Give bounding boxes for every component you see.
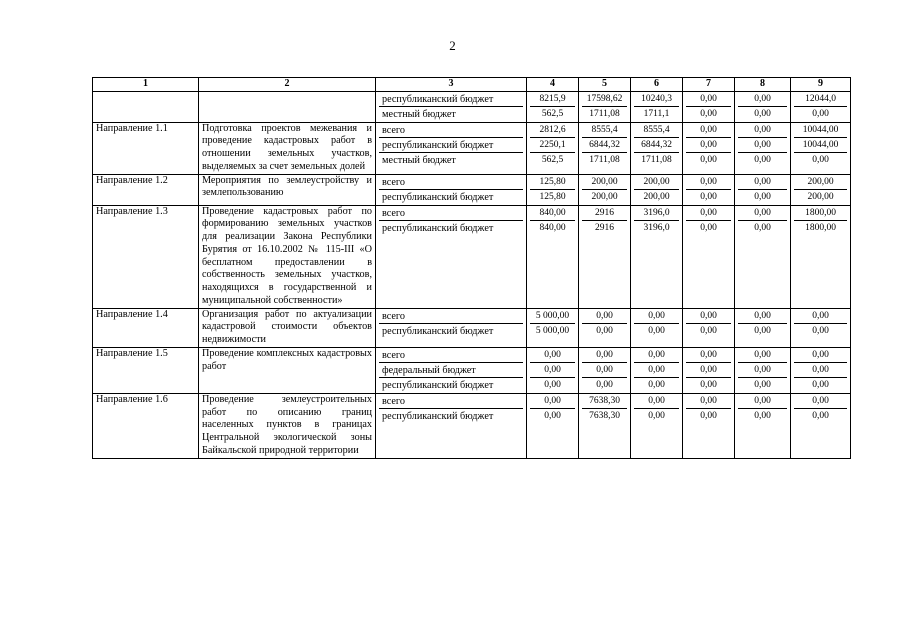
value-cell: 0,00 (700, 191, 717, 202)
funding-source: республиканский бюджет (379, 138, 523, 153)
funding-source: республиканский бюджет (379, 92, 523, 107)
table-row (93, 393, 851, 458)
value-cell: 0,00 (794, 363, 847, 378)
value-cell: 0,00 (812, 154, 829, 165)
funding-source: республиканский бюджет (382, 222, 494, 234)
value-cell: 0,00 (738, 123, 787, 138)
direction-description: Проведение кадастровых работ по формированию земельных участков для реализации Закона Республики Бурятия от 16.10.2002 № 115-III «О бесплатном предоставлении в собственность земельных участков, находящихся в государственной и муниципальной собственности» (199, 205, 376, 308)
value-cell: 0,00 (700, 222, 717, 233)
funding-source: местный бюджет (382, 154, 456, 166)
value-column (579, 205, 631, 308)
value-column (527, 393, 579, 458)
value-cell: 0,00 (754, 410, 771, 421)
value-cell: 562,5 (541, 154, 564, 165)
value-column (631, 174, 683, 205)
funding-source: республиканский бюджет (382, 325, 494, 337)
table-row (93, 91, 851, 122)
value-cell: 0,00 (812, 410, 829, 421)
funding-sources (376, 393, 527, 458)
value-cell: 0,00 (754, 325, 771, 336)
direction-name: Направление 1.4 (93, 308, 199, 347)
value-column (579, 347, 631, 393)
value-cell: 0,00 (754, 222, 771, 233)
direction-name: Направление 1.3 (93, 205, 199, 308)
value-column (579, 393, 631, 458)
funding-source: местный бюджет (382, 108, 456, 120)
value-cell: 2916 (582, 206, 627, 221)
value-column (527, 347, 579, 393)
value-cell: 0,00 (686, 123, 731, 138)
value-cell: 2250,1 (530, 138, 575, 153)
value-cell: 0,00 (700, 108, 717, 119)
value-cell: 0,00 (582, 309, 627, 324)
table-row (93, 347, 851, 393)
value-column (791, 122, 851, 174)
value-column (791, 347, 851, 393)
column-header: 3 (376, 78, 527, 92)
value-column (579, 91, 631, 122)
column-header: 8 (735, 78, 791, 92)
value-cell: 0,00 (812, 108, 829, 119)
value-cell: 0,00 (738, 309, 787, 324)
value-column (683, 308, 735, 347)
value-cell: 0,00 (544, 379, 561, 390)
value-cell: 0,00 (530, 394, 575, 409)
value-cell: 10240,3 (634, 92, 679, 107)
table-row (93, 308, 851, 347)
value-cell: 6844,32 (634, 138, 679, 153)
value-cell: 1800,00 (805, 222, 836, 233)
direction-name: Направление 1.5 (93, 347, 199, 393)
column-header: 4 (527, 78, 579, 92)
value-column (735, 174, 791, 205)
value-column (735, 205, 791, 308)
value-cell: 840,00 (539, 222, 566, 233)
table-row (93, 174, 851, 205)
value-column (631, 91, 683, 122)
value-cell: 0,00 (582, 363, 627, 378)
funding-source: республиканский бюджет (382, 191, 494, 203)
value-cell: 0,00 (634, 348, 679, 363)
value-cell: 8215,9 (530, 92, 575, 107)
funding-source: республиканский бюджет (382, 379, 494, 391)
value-column (791, 174, 851, 205)
funding-source: республиканский бюджет (382, 410, 494, 422)
value-cell: 0,00 (686, 138, 731, 153)
value-cell: 0,00 (530, 348, 575, 363)
value-column (631, 393, 683, 458)
value-cell: 0,00 (686, 394, 731, 409)
value-column (527, 205, 579, 308)
value-cell: 840,00 (530, 206, 575, 221)
value-cell: 0,00 (754, 154, 771, 165)
value-cell: 0,00 (794, 309, 847, 324)
table-row (93, 205, 851, 308)
value-cell: 10044,00 (794, 138, 847, 153)
value-cell: 7638,30 (589, 410, 620, 421)
funding-sources (376, 122, 527, 174)
value-column (683, 393, 735, 458)
value-cell: 0,00 (754, 108, 771, 119)
value-column (631, 308, 683, 347)
column-header: 5 (579, 78, 631, 92)
funding-source: всего (379, 206, 523, 221)
direction-description (199, 91, 376, 122)
page-number: 2 (449, 38, 456, 53)
value-cell: 0,00 (794, 394, 847, 409)
value-cell: 5 000,00 (535, 325, 570, 336)
value-column (631, 347, 683, 393)
column-header: 9 (791, 78, 851, 92)
value-cell: 2812,6 (530, 123, 575, 138)
value-cell: 1711,08 (641, 154, 672, 165)
value-cell: 3196,0 (643, 222, 670, 233)
value-cell: 3196,0 (634, 206, 679, 221)
value-cell: 200,00 (582, 175, 627, 190)
funding-sources (376, 91, 527, 122)
value-column (579, 122, 631, 174)
value-cell: 0,00 (738, 175, 787, 190)
value-column (683, 122, 735, 174)
value-column (527, 122, 579, 174)
value-column (735, 347, 791, 393)
table-body (93, 91, 851, 458)
value-cell: 0,00 (686, 206, 731, 221)
value-column (791, 91, 851, 122)
value-column (735, 393, 791, 458)
value-cell: 0,00 (738, 138, 787, 153)
value-cell: 0,00 (530, 363, 575, 378)
value-cell: 0,00 (738, 206, 787, 221)
value-cell: 0,00 (812, 325, 829, 336)
value-column (683, 91, 735, 122)
funding-source: всего (379, 309, 523, 324)
value-cell: 6844,32 (582, 138, 627, 153)
value-cell: 0,00 (634, 363, 679, 378)
value-cell: 0,00 (686, 309, 731, 324)
direction-description: Подготовка проектов межевания и проведение кадастровых работ в отношении земельных участков, выделяемых за счет земельных долей (199, 122, 376, 174)
value-cell: 0,00 (700, 410, 717, 421)
funding-sources (376, 347, 527, 393)
value-cell: 1711,08 (589, 154, 620, 165)
funding-sources (376, 205, 527, 308)
value-column (791, 308, 851, 347)
value-cell: 125,80 (539, 191, 566, 202)
value-column (579, 174, 631, 205)
value-column (579, 308, 631, 347)
value-column (683, 347, 735, 393)
funding-source: всего (379, 348, 523, 363)
value-cell: 7638,30 (582, 394, 627, 409)
value-cell: 200,00 (634, 175, 679, 190)
value-cell: 8555,4 (582, 123, 627, 138)
value-cell: 0,00 (812, 379, 829, 390)
value-column (631, 122, 683, 174)
value-column (631, 205, 683, 308)
value-cell: 0,00 (686, 363, 731, 378)
header-row (93, 78, 851, 92)
value-cell: 0,00 (738, 348, 787, 363)
value-cell: 0,00 (582, 348, 627, 363)
column-header: 1 (93, 78, 199, 92)
value-cell: 200,00 (794, 175, 847, 190)
value-cell: 12044,0 (794, 92, 847, 107)
value-cell: 0,00 (648, 410, 665, 421)
value-cell: 1800,00 (794, 206, 847, 221)
value-cell: 0,00 (648, 379, 665, 390)
value-cell: 2916 (595, 222, 614, 233)
direction-description: Проведение комплексных кадастровых работ (199, 347, 376, 393)
budget-table (92, 77, 851, 459)
value-cell: 0,00 (738, 363, 787, 378)
column-header: 2 (199, 78, 376, 92)
value-cell: 0,00 (794, 348, 847, 363)
value-column (735, 122, 791, 174)
value-cell: 0,00 (700, 379, 717, 390)
value-cell: 200,00 (643, 191, 670, 202)
value-cell: 0,00 (634, 309, 679, 324)
direction-name: Направление 1.6 (93, 393, 199, 458)
value-cell: 0,00 (648, 325, 665, 336)
table-row (93, 122, 851, 174)
funding-source: всего (379, 123, 523, 138)
value-column (791, 393, 851, 458)
value-cell: 0,00 (700, 325, 717, 336)
value-column (527, 91, 579, 122)
direction-description: Мероприятия по землеустройству и землепользованию (199, 174, 376, 205)
value-column (735, 91, 791, 122)
funding-source: всего (379, 394, 523, 409)
value-column (791, 205, 851, 308)
value-cell: 0,00 (738, 92, 787, 107)
value-cell: 200,00 (591, 191, 618, 202)
value-cell: 1711,1 (643, 108, 670, 119)
value-cell: 0,00 (686, 92, 731, 107)
value-cell: 0,00 (634, 394, 679, 409)
value-cell: 0,00 (700, 154, 717, 165)
direction-name: Направление 1.2 (93, 174, 199, 205)
value-cell: 0,00 (686, 348, 731, 363)
value-cell: 125,80 (530, 175, 575, 190)
value-cell: 200,00 (807, 191, 834, 202)
value-cell: 0,00 (596, 325, 613, 336)
direction-description: Организация работ по актуализации кадастровой стоимости объектов недвижимости (199, 308, 376, 347)
value-column (527, 174, 579, 205)
direction-name (93, 91, 199, 122)
value-cell: 5 000,00 (530, 309, 575, 324)
value-cell: 0,00 (754, 191, 771, 202)
value-cell: 0,00 (596, 379, 613, 390)
funding-source: федеральный бюджет (379, 363, 523, 378)
value-cell: 0,00 (544, 410, 561, 421)
value-cell: 8555,4 (634, 123, 679, 138)
funding-sources (376, 308, 527, 347)
value-cell: 10044,00 (794, 123, 847, 138)
value-column (683, 174, 735, 205)
value-cell: 17598,62 (582, 92, 627, 107)
funding-source: всего (379, 175, 523, 190)
value-cell: 0,00 (686, 175, 731, 190)
value-column (527, 308, 579, 347)
value-cell: 562,5 (541, 108, 564, 119)
value-cell: 0,00 (738, 394, 787, 409)
direction-description: Проведение землеустроительных работ по описанию границ населенных пунктов в границах Центральной экологической зоны Байкальской природной территории (199, 393, 376, 458)
direction-name: Направление 1.1 (93, 122, 199, 174)
value-column (735, 308, 791, 347)
value-cell: 1711,08 (589, 108, 620, 119)
funding-sources (376, 174, 527, 205)
value-column (683, 205, 735, 308)
column-header: 7 (683, 78, 735, 92)
column-header: 6 (631, 78, 683, 92)
value-cell: 0,00 (754, 379, 771, 390)
